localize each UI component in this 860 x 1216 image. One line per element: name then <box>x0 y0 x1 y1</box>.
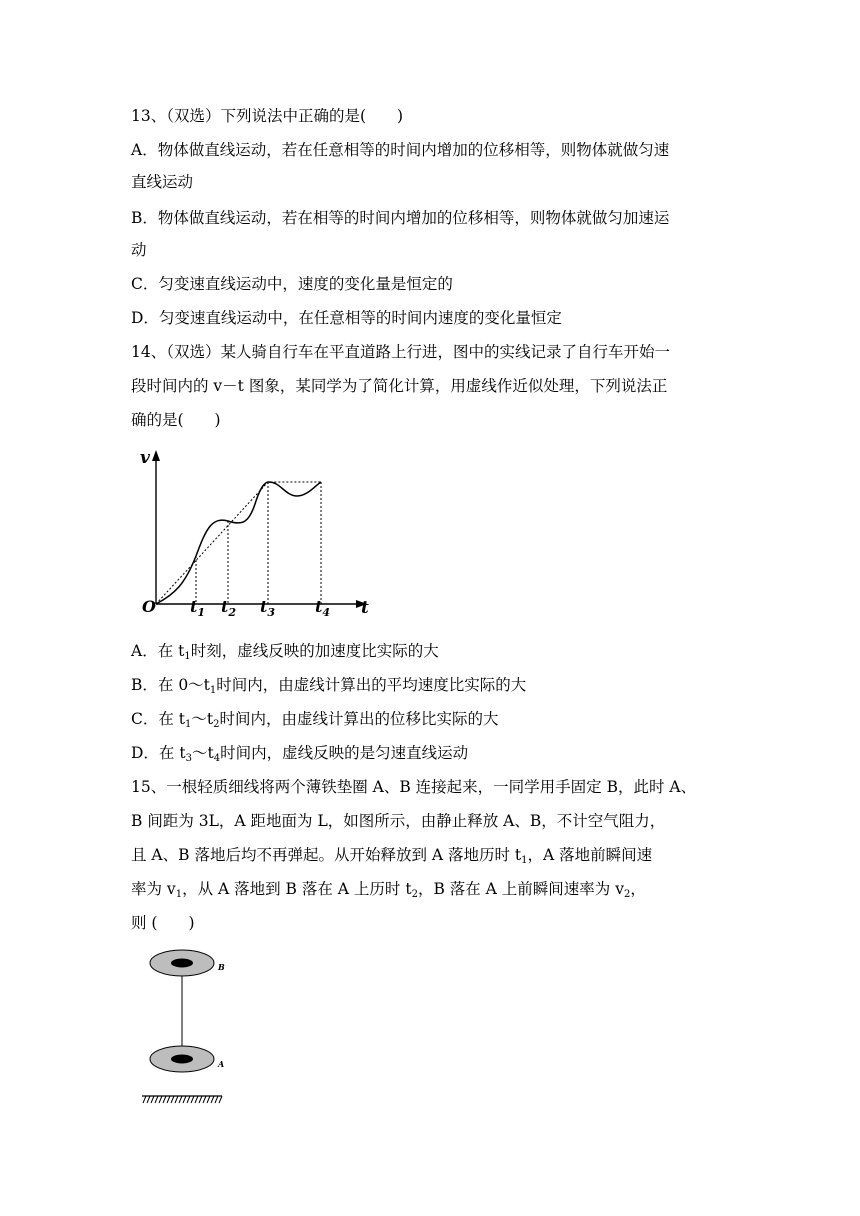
label-b: B <box>218 962 225 972</box>
q13-option-d: D．匀变速直线运动中，在任意相等的时间内速度的变化量恒定 <box>131 309 562 327</box>
q14-stem-line1: 14、（双选）某人骑自行车在平直道路上行进，图中的实线记录了自行车开始一 <box>131 343 670 361</box>
origin-label: O <box>142 597 156 616</box>
q13-stem: 13、（双选）下列说法中正确的是( ) <box>131 107 404 125</box>
y-axis-label: v <box>140 448 150 468</box>
q15-stem-line4: 率为 $v_1$，从 A 落地到 B 落在 A 上历时 $t_2$，B 落在 A 上前瞬间速率为 $v_2$， <box>131 880 646 900</box>
tick-t1: $t_1$ <box>190 597 206 619</box>
label-a: A <box>218 1059 225 1069</box>
q14-option-d: D．在 $t_3\sim t_4$时间内，虚线反映的是匀速直线运动 <box>131 744 469 764</box>
washers-figure <box>138 944 238 1106</box>
q13-option-a-line1: A．物体做直线运动，若在任意相等的时间内增加的位移相等，则物体就做匀速 <box>131 141 670 159</box>
q13-option-c: C．匀变速直线运动中，速度的变化量是恒定的 <box>131 275 453 293</box>
q13-option-b-line1: B．物体做直线运动，若在相等的时间内增加的位移相等，则物体就做匀加速运 <box>131 209 670 227</box>
y-axis-arrow <box>152 450 160 461</box>
tick-t3: $t_3$ <box>260 597 276 619</box>
q14-stem-line2: 段时间内的 v－t 图象，某同学为了简化计算，用虚线作近似处理，下列说法正 <box>131 377 668 395</box>
tick-t2: $t_2$ <box>221 597 237 619</box>
x-axis-label: t <box>361 598 369 618</box>
q15-stem-line1: 15、一根轻质细线将两个薄铁垫圈 A、B 连接起来，一同学用手固定 B，此时 A、 <box>131 778 697 796</box>
q14-option-a: A．在 $t_1$时刻，虚线反映的加速度比实际的大 <box>131 642 439 662</box>
tick-t4: $t_4$ <box>315 597 331 619</box>
vt-graph <box>135 444 380 624</box>
q14-stem-line3: 确的是( ) <box>131 411 221 429</box>
q14-option-b: B．在 $0\sim t_1$时间内，由虚线计算出的平均速度比实际的大 <box>131 676 527 696</box>
q14-option-c: C．在 $t_1\sim t_2$时间内，由虚线计算出的位移比实际的大 <box>131 710 499 730</box>
actual-curve <box>156 482 321 604</box>
q13-option-b-line2: 动 <box>131 241 147 259</box>
washer-a-hole <box>171 1055 193 1064</box>
q13-option-a-line2: 直线运动 <box>131 173 194 191</box>
q15-stem-line3: 且 A、B 落地后均不再弹起。从开始释放到 A 落地历时 $t_1$，A 落地前瞬间速 <box>131 846 653 866</box>
q15-stem-line2: B 间距为 3L，A 距地面为 L，如图所示，由静止释放 A、B，不计空气阻力， <box>131 812 666 830</box>
washer-b-hole <box>171 959 193 968</box>
q15-stem-line5: 则 ( ) <box>131 914 195 932</box>
ground-hatch <box>143 1096 222 1103</box>
